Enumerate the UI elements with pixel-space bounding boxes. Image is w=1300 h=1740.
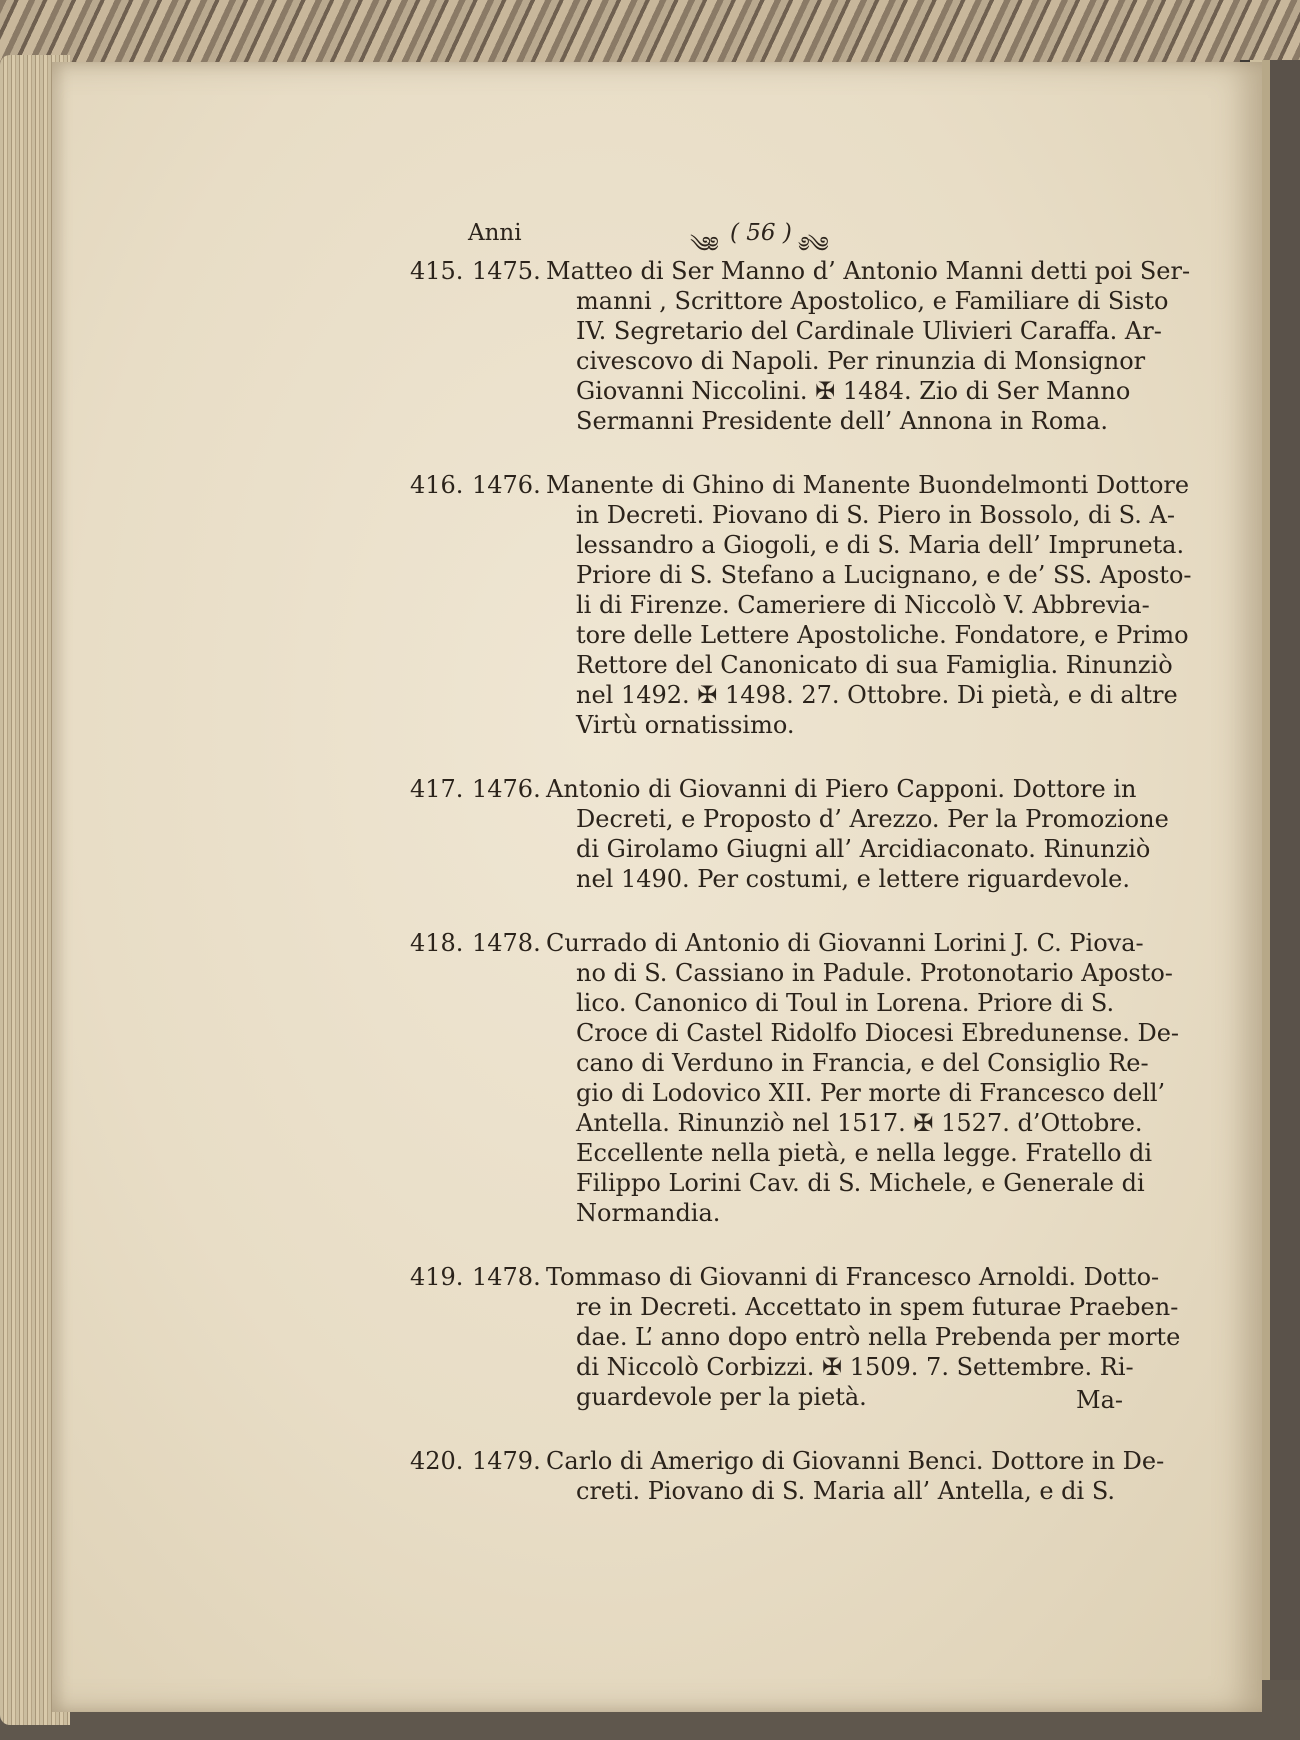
entry-number: 416. bbox=[410, 471, 464, 499]
entry-line: tore delle Lettere Apostoliche. Fondatore, e Primo bbox=[576, 621, 1189, 649]
entry-line: Priore di S. Stefano a Lucignano, e de’ SS. Aposto- bbox=[576, 561, 1192, 589]
entry-number: 420. bbox=[410, 1447, 464, 1475]
entries-list bbox=[410, 256, 1192, 1540]
entry-line: civescovo di Napoli. Per rinunzia di Monsignor bbox=[576, 347, 1146, 375]
entry-line: manni , Scrittore Apostolico, e Familiare di Sisto bbox=[576, 287, 1169, 315]
entry-line: Virtù ornatissimo. bbox=[576, 711, 795, 739]
entry-line: Decreti, e Proposto d’ Arezzo. Per la Promozione bbox=[576, 805, 1169, 833]
entry-text bbox=[546, 470, 1192, 740]
entry-line: lico. Canonico di Toul in Lorena. Priore di S. bbox=[576, 989, 1115, 1017]
entry-text bbox=[546, 256, 1191, 436]
entry-line: no di S. Cassiano in Padule. Protonotario Aposto- bbox=[576, 959, 1173, 987]
entry-line: Eccellente nella pietà, e nella legge. Fratello di bbox=[576, 1139, 1153, 1167]
entry-line: guardevole per la pietà. bbox=[576, 1383, 867, 1411]
entry-line: Matteo di Ser Manno d’ Antonio Manni detti poi Ser- bbox=[546, 257, 1191, 285]
entry-year: 1478. bbox=[472, 1263, 541, 1291]
running-head: Anni bbox=[468, 220, 522, 246]
entry bbox=[410, 928, 1180, 1228]
entry-line: Filippo Lorini Cav. di S. Michele, e Generale di bbox=[576, 1169, 1145, 1197]
ornament-right-icon: ༅༄ bbox=[800, 233, 827, 258]
entry-text bbox=[546, 928, 1180, 1228]
entry-line: in Decreti. Piovano di S. Piero in Bossolo, di S. A- bbox=[576, 501, 1175, 529]
entry-line: re in Decreti. Accettato in spem futurae Praeben- bbox=[576, 1293, 1179, 1321]
entry-year: 1479. bbox=[472, 1447, 541, 1475]
entry-line: IV. Segretario del Cardinale Ulivieri Caraffa. Ar- bbox=[576, 317, 1162, 345]
page-header bbox=[468, 216, 888, 258]
entry-line: Giovanni Niccolini. ✠ 1484. Zio di Ser Manno bbox=[576, 377, 1131, 405]
entry bbox=[410, 1446, 1165, 1506]
entry-line: nel 1492. ✠ 1498. 27. Ottobre. Di pietà, e di altre bbox=[576, 681, 1178, 709]
entry-line: gio di Lodovico XII. Per morte di Francesco dell’ bbox=[576, 1079, 1166, 1107]
entry-line: nel 1490. Per costumi, e lettere riguardevole. bbox=[576, 865, 1131, 893]
entry-line: di Niccolò Corbizzi. ✠ 1509. 7. Settembre. Ri- bbox=[576, 1353, 1134, 1381]
entry bbox=[410, 1262, 1181, 1412]
entry-line: Carlo di Amerigo di Giovanni Benci. Dottore in De- bbox=[546, 1447, 1165, 1475]
entry-line: dae. L’ anno dopo entrò nella Prebenda per morte bbox=[576, 1323, 1181, 1351]
page-number: ( 56 ) bbox=[730, 220, 792, 246]
entry-line: Normandia. bbox=[576, 1199, 721, 1227]
entry-line: creti. Piovano di S. Maria all’ Antella, e di S. bbox=[576, 1477, 1116, 1505]
entry-line: Rettore del Canonicato di sua Famiglia. Rinunziò bbox=[576, 651, 1173, 679]
entry-number: 419. bbox=[410, 1263, 464, 1291]
entry-year: 1475. bbox=[472, 257, 541, 285]
entry-number: 417. bbox=[410, 775, 464, 803]
entry-line: Tommaso di Giovanni di Francesco Arnoldi. Dotto- bbox=[546, 1263, 1160, 1291]
entry-text bbox=[546, 774, 1169, 894]
entry-year: 1476. bbox=[472, 775, 541, 803]
entry-number: 415. bbox=[410, 257, 464, 285]
entry-line: Sermanni Presidente dell’ Annona in Roma. bbox=[576, 407, 1108, 435]
entry bbox=[410, 256, 1191, 436]
entry-line: di Girolamo Giugni all’ Arcidiaconato. Rinunziò bbox=[576, 835, 1151, 863]
entry-line: Croce di Castel Ridolfo Diocesi Ebredunense. De- bbox=[576, 1019, 1180, 1047]
entry-year: 1476. bbox=[472, 471, 541, 499]
entry-line: li di Firenze. Cameriere di Niccolò V. Abbrevia- bbox=[576, 591, 1150, 619]
entry-line: Manente di Ghino di Manente Buondelmonti Dottore bbox=[546, 471, 1190, 499]
entry-year: 1478. bbox=[472, 929, 541, 957]
entry bbox=[410, 774, 1169, 894]
entry-line: cano di Verduno in Francia, e del Consiglio Re- bbox=[576, 1049, 1149, 1077]
entry-number: 418. bbox=[410, 929, 464, 957]
entry-line: Currado di Antonio di Giovanni Lorini J. C. Piova- bbox=[546, 929, 1144, 957]
entry-line: Antella. Rinunziò nel 1517. ✠ 1527. d’Ottobre. bbox=[576, 1109, 1143, 1137]
entry-text bbox=[546, 1446, 1165, 1506]
entry bbox=[410, 470, 1192, 740]
catchword: Ma- bbox=[1076, 1386, 1123, 1414]
entry-text bbox=[546, 1262, 1181, 1412]
entry-line: Antonio di Giovanni di Piero Capponi. Dottore in bbox=[546, 775, 1137, 803]
ornament-left-icon: ༄༅ bbox=[690, 233, 717, 258]
entry-line: lessandro a Giogoli, e di S. Maria dell’ Impruneta. bbox=[576, 531, 1185, 559]
